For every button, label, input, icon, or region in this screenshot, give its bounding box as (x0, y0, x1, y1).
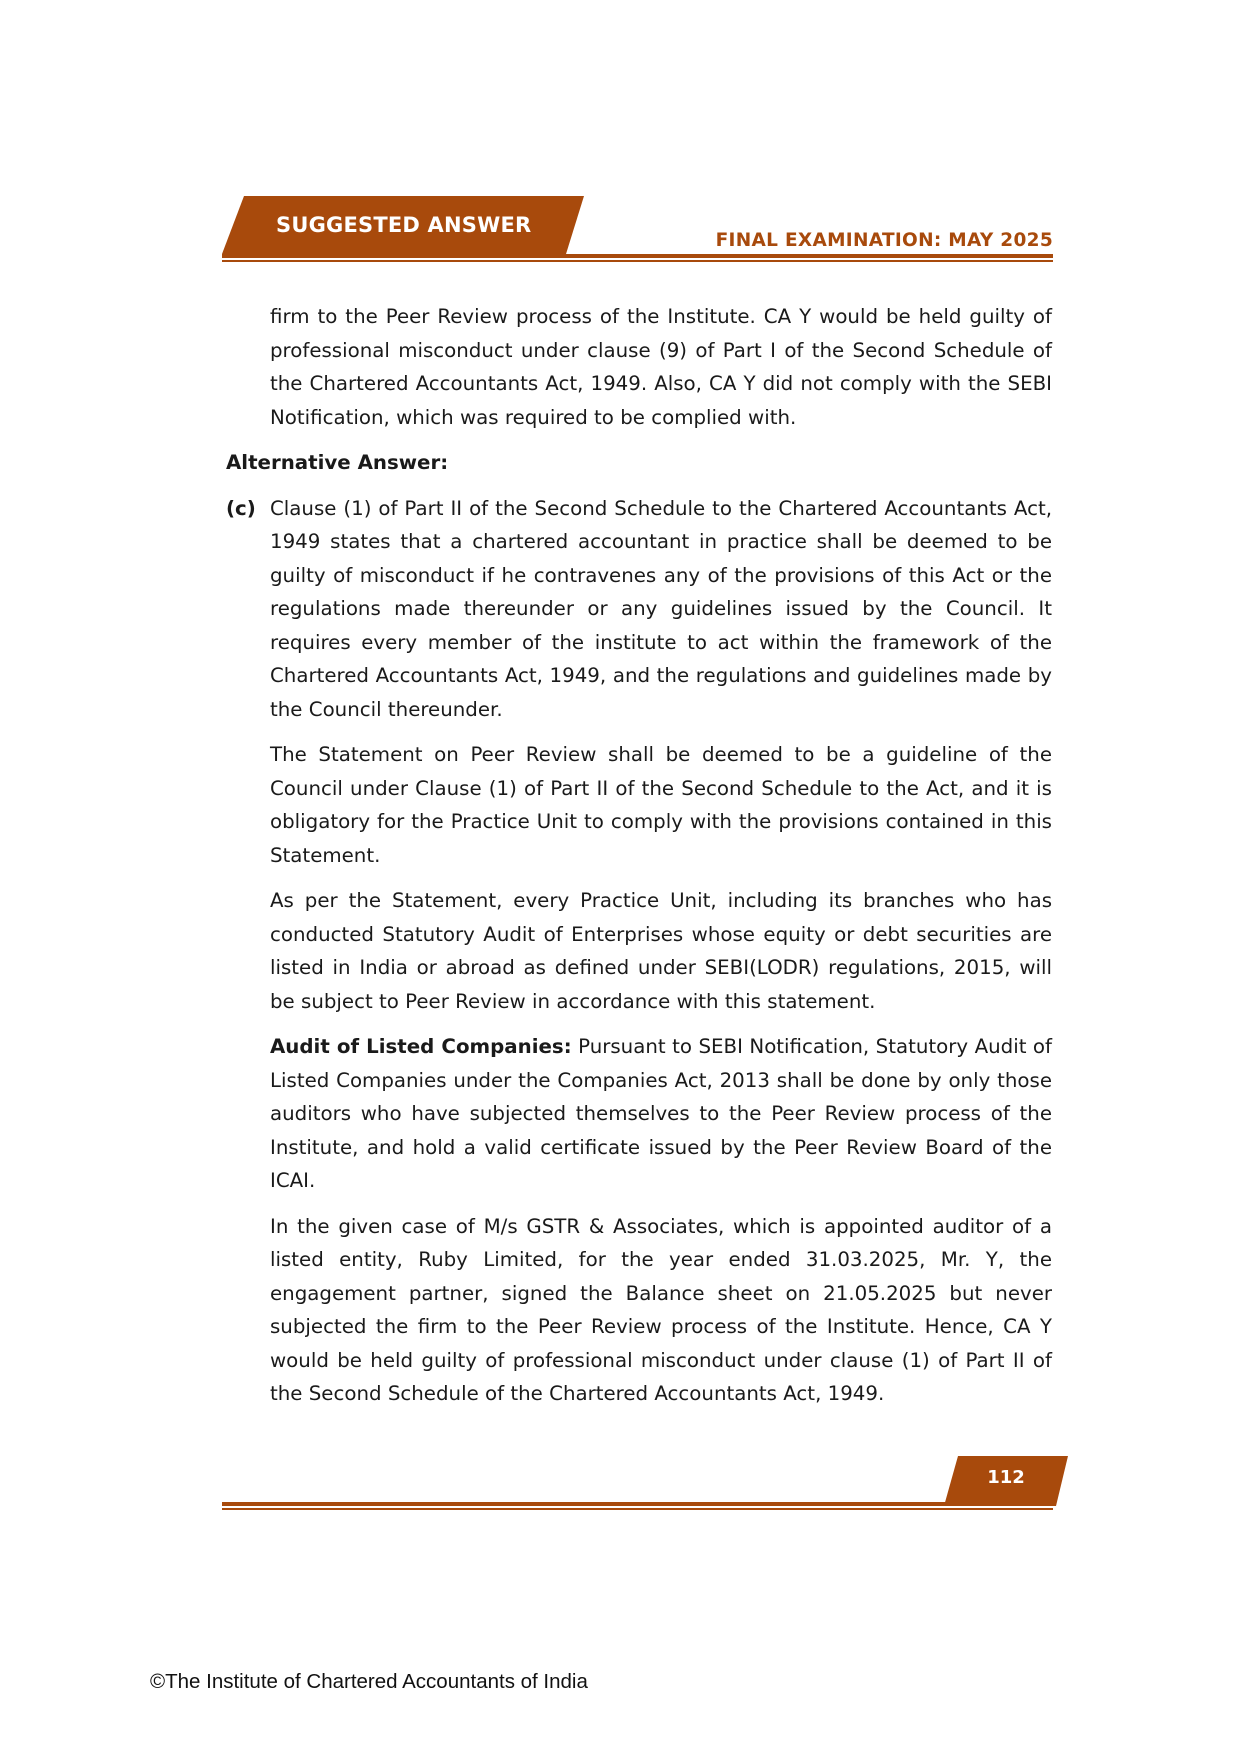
copyright-notice: ©The Institute of Chartered Accountants of India (150, 1670, 588, 1693)
paragraph-audit-listed-companies (226, 1030, 1052, 1198)
alternative-answer-heading: Alternative Answer: (226, 451, 449, 474)
paragraph-case-conclusion: In the given case of M/s GSTR & Associates, which is appointed auditor of a listed entity, Ruby Limited, for the year ended 31.03.2025, Mr. Y, the engagement partner, signed the Balance sheet on 21.05.2025 but never subjected the firm to the Peer Review process of the Institute. Hence, CA Y would be held guilty of professional misconduct under clause (1) of Part II of the Second Schedule of the Chartered Accountants Act, 1949. (270, 1214, 1052, 1405)
header-rule (222, 254, 1053, 258)
header-rule-thin (222, 260, 1053, 262)
answer-item-c (226, 492, 1052, 727)
paragraph-clause-1: Clause (1) of Part II of the Second Schedule to the Chartered Accountants Act, 1949 states that a chartered accountant in practice shall be deemed to be guilty of misconduct if he contravenes any of the provisions of this Act or the regulations made thereunder or any guidelines issued by the Council. It requires every member of the institute to act within the framework of the Chartered Accountants Act, 1949, and the regulations and guidelines made by the Council thereunder. (270, 496, 1052, 721)
intro-paragraph: firm to the Peer Review process of the Institute. CA Y would be held guilty of professional misconduct under clause (9) of Part I of the Second Schedule of the Chartered Accountants Act, 1949. Also, CA Y did not comply with the SEBI Notification, which was required to be complied with. (270, 305, 1052, 429)
footer-rule (222, 1502, 1053, 1506)
paragraph-statement-peer-review: The Statement on Peer Review shall be deemed to be a guideline of the Council under Clause (1) of Part II of the Second Schedule to the Act, and it is obligatory for the Practice Unit to comply with the provisions contained in this Statement. (270, 743, 1052, 867)
audit-listed-companies-text: Pursuant to SEBI Notification, Statutory Audit of Listed Companies under the Companies Act, 2013 shall be done by only those auditors who have subjected themselves to the Peer Review process of the Institute, and hold a valid certificate issued by the Peer Review Board of the ICAI. (270, 1035, 1053, 1192)
item-label: (c) (226, 496, 256, 520)
page-number: 112 (987, 1467, 1025, 1488)
exam-title: FINAL EXAMINATION: MAY 2025 (715, 230, 1053, 251)
audit-listed-companies-heading: Audit of Listed Companies: (270, 1035, 572, 1058)
footer-rule-thin (222, 1508, 1053, 1510)
header-tab-label: SUGGESTED ANSWER (276, 213, 532, 237)
page-content (226, 300, 1052, 1411)
paragraph-practice-unit: As per the Statement, every Practice Unit, including its branches who has conducted Statutory Audit of Enterprises whose equity or debt securities are listed in India or abroad as defined under SEBI(LODR) regulations, 2015, will be subject to Peer Review in accordance with this statement. (270, 889, 1052, 1013)
